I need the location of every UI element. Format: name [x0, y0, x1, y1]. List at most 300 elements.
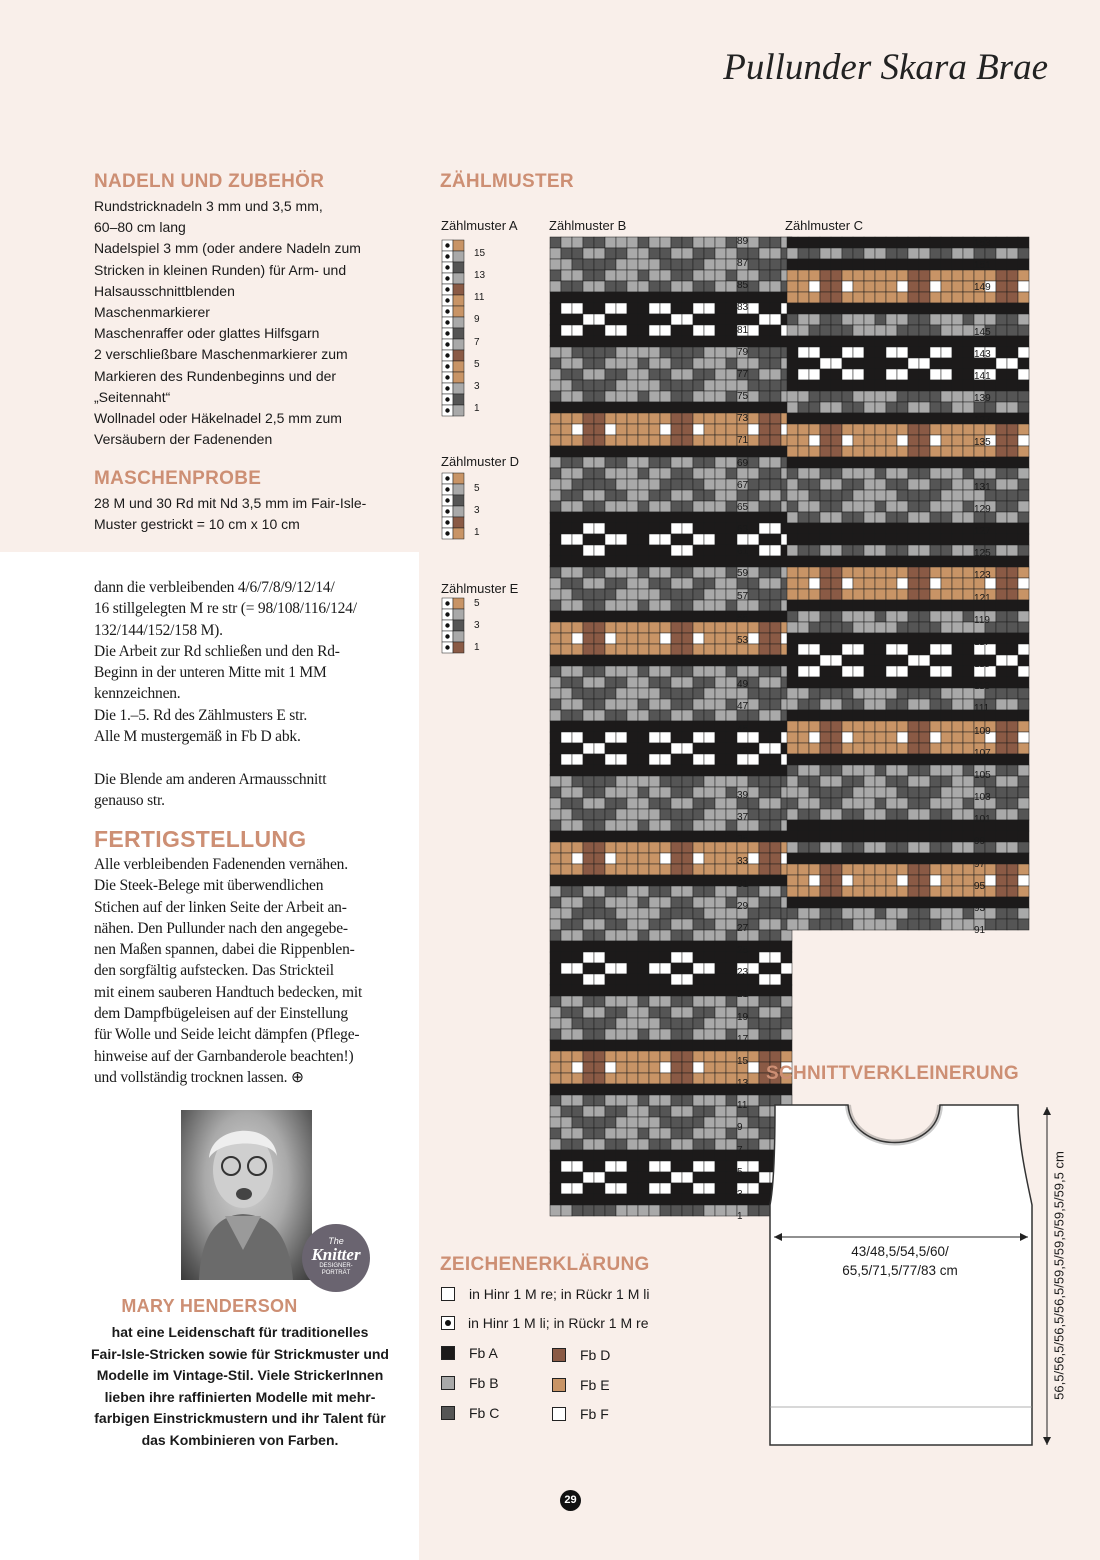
chart-b-stitch	[572, 369, 583, 380]
chart-b-stitch	[726, 1018, 737, 1029]
row-number: 73	[737, 413, 749, 425]
chart-b-stitch	[550, 446, 561, 457]
chart-b-stitch	[616, 1172, 627, 1183]
chart-b-stitch	[660, 622, 671, 633]
chart-c-stitch	[798, 314, 809, 325]
chart-c-stitch	[897, 732, 908, 743]
chart-c-stitch	[864, 809, 875, 820]
chart-b-stitch	[594, 1095, 605, 1106]
chart-b-stitch	[704, 1139, 715, 1150]
chart-b-stitch	[682, 1084, 693, 1095]
chart-b-stitch	[616, 479, 627, 490]
chart-c-stitch	[853, 534, 864, 545]
chart-b-stitch	[572, 281, 583, 292]
chart-c-stitch	[963, 809, 974, 820]
chart-b-stitch	[726, 391, 737, 402]
chart-b-stitch	[594, 446, 605, 457]
chart-b-stitch	[660, 941, 671, 952]
chart-b-stitch	[770, 897, 781, 908]
chart-b-stitch	[605, 600, 616, 611]
chart-c-stitch	[941, 710, 952, 721]
chart-b-stitch	[770, 743, 781, 754]
chart-b-stitch	[671, 941, 682, 952]
chart-b-stitch	[627, 468, 638, 479]
row-number: 77	[737, 368, 749, 380]
chart-c-stitch	[820, 842, 831, 853]
chart-b-stitch	[726, 919, 737, 930]
chart-b-stitch	[594, 347, 605, 358]
chart-c-stitch	[1018, 743, 1029, 754]
chart-c-stitch	[875, 523, 886, 534]
chart-b-stitch	[583, 820, 594, 831]
chart-b-stitch	[715, 721, 726, 732]
chart-b-stitch	[726, 358, 737, 369]
chart-b-stitch	[594, 688, 605, 699]
chart-b-stitch	[682, 897, 693, 908]
chart-b-stitch	[726, 303, 737, 314]
purl-dot	[445, 520, 449, 524]
chart-c-stitch	[919, 336, 930, 347]
chart-b-stitch	[660, 1139, 671, 1150]
heading-fertigstellung: FERTIGSTELLUNG	[94, 826, 307, 852]
chart-b-stitch	[704, 512, 715, 523]
chart-c-stitch	[787, 457, 798, 468]
chart-b-stitch	[715, 1106, 726, 1117]
chart-c-stitch	[941, 490, 952, 501]
chart-b-stitch	[594, 754, 605, 765]
chart-b-stitch	[770, 930, 781, 941]
chart-b-stitch	[605, 677, 616, 688]
chart-b-stitch	[660, 710, 671, 721]
chart-b-stitch	[715, 1018, 726, 1029]
chart-c-stitch	[820, 314, 831, 325]
chart-b-stitch	[638, 1051, 649, 1062]
badge-designer: DESIGNER-	[319, 1263, 353, 1269]
chart-b-stitch	[616, 325, 627, 336]
chart-c-stitch	[864, 875, 875, 886]
chart-b-stitch	[660, 644, 671, 655]
chart-c-stitch	[1007, 611, 1018, 622]
chart-b-stitch	[616, 974, 627, 985]
chart-b-stitch	[616, 567, 627, 578]
chart-b-stitch	[583, 512, 594, 523]
chart-c-stitch	[842, 501, 853, 512]
chart-b-stitch	[561, 853, 572, 864]
chart-c-stitch	[787, 820, 798, 831]
chart-b-stitch	[627, 523, 638, 534]
chart-b-stitch	[583, 314, 594, 325]
chart-c-stitch	[820, 589, 831, 600]
chart-b-stitch	[605, 897, 616, 908]
chart-c-stitch	[963, 820, 974, 831]
row-number: 29	[737, 900, 749, 912]
chart-b-stitch	[638, 380, 649, 391]
chart-c-stitch	[875, 534, 886, 545]
chart-b-stitch	[693, 347, 704, 358]
chart-b-stitch	[682, 743, 693, 754]
chart-b-stitch	[660, 776, 671, 787]
chart-b-stitch	[649, 1106, 660, 1117]
chart-c-stitch	[963, 908, 974, 919]
chart-c-stitch	[930, 468, 941, 479]
chart-c-stitch	[952, 908, 963, 919]
chart-c-stitch	[963, 336, 974, 347]
chart-b-stitch	[572, 1172, 583, 1183]
chart-b-stitch	[572, 303, 583, 314]
chart-c-stitch	[886, 501, 897, 512]
chart-c-stitch	[875, 666, 886, 677]
chart-c-stitch	[864, 633, 875, 644]
chart-b-stitch	[594, 413, 605, 424]
chart-b-stitch	[616, 281, 627, 292]
chart-b-stitch	[660, 600, 671, 611]
chart-b-stitch	[594, 1194, 605, 1205]
chart-c-stitch	[930, 391, 941, 402]
chart-b-stitch	[550, 325, 561, 336]
chart-c-stitch	[1018, 413, 1029, 424]
chart-b-stitch	[715, 567, 726, 578]
chart-c-stitch	[798, 512, 809, 523]
chart-b-stitch	[638, 556, 649, 567]
chart-b-stitch	[638, 402, 649, 413]
chart-b-stitch	[693, 1139, 704, 1150]
chart-c-stitch	[842, 435, 853, 446]
chart-b-stitch	[594, 303, 605, 314]
chart-c-stitch	[831, 600, 842, 611]
chart-c-stitch	[809, 589, 820, 600]
chart-b-stitch	[704, 435, 715, 446]
chart-b-stitch	[605, 633, 616, 644]
chart-b-stitch	[770, 963, 781, 974]
chart-b-stitch	[715, 1029, 726, 1040]
chart-b-stitch	[605, 831, 616, 842]
chart-a-stitch	[453, 306, 464, 317]
chart-b-stitch	[649, 710, 660, 721]
chart-b-stitch	[660, 765, 671, 776]
chart-c-stitch	[963, 897, 974, 908]
chart-b-stitch	[605, 281, 616, 292]
chart-c-stitch	[798, 424, 809, 435]
chart-c-stitch	[864, 897, 875, 908]
chart-b-stitch	[726, 820, 737, 831]
chart-b-stitch	[572, 358, 583, 369]
chart-c-stitch	[842, 248, 853, 259]
chart-b-stitch	[726, 523, 737, 534]
chart-c-stitch	[842, 633, 853, 644]
chart-b-stitch	[561, 292, 572, 303]
chart-c-stitch	[787, 479, 798, 490]
chart-b-stitch	[616, 732, 627, 743]
chart-b-stitch	[605, 1084, 616, 1095]
row-number: 91	[974, 925, 986, 936]
chart-b-stitch	[693, 787, 704, 798]
chart-b-stitch	[704, 1095, 715, 1106]
chart-b-stitch	[649, 413, 660, 424]
chart-c-stitch	[864, 369, 875, 380]
chart-b-stitch	[704, 809, 715, 820]
row-number: 1	[474, 403, 480, 414]
chart-b-stitch	[638, 974, 649, 985]
chart-b-stitch	[572, 435, 583, 446]
chart-c-stitch	[886, 831, 897, 842]
chart-c-stitch	[1018, 798, 1029, 809]
chart-c-stitch	[798, 248, 809, 259]
chart-c-stitch	[1018, 589, 1029, 600]
bio-line: farbigen Einstrickmustern und ihr Talent für	[94, 1410, 386, 1426]
chart-b-stitch	[715, 633, 726, 644]
chart-b-stitch	[594, 721, 605, 732]
chart-b-stitch	[660, 732, 671, 743]
chart-b-stitch	[638, 446, 649, 457]
chart-c-stitch	[963, 842, 974, 853]
chart-b-stitch	[671, 886, 682, 897]
chart-b-stitch	[715, 523, 726, 534]
chart-c-stitch	[820, 248, 831, 259]
chart-c-stitch	[897, 424, 908, 435]
chart-b-stitch	[561, 1194, 572, 1205]
chart-c-stitch	[798, 380, 809, 391]
chart-b-stitch	[627, 369, 638, 380]
chart-c-stitch	[886, 347, 897, 358]
chart-b-stitch	[627, 853, 638, 864]
chart-b-stitch	[572, 1128, 583, 1139]
chart-b-stitch	[550, 1128, 561, 1139]
chart-b-stitch	[693, 303, 704, 314]
chart-c-stitch	[831, 721, 842, 732]
chart-b-stitch	[715, 765, 726, 776]
chart-b-stitch	[704, 1205, 715, 1216]
chart-b-stitch	[671, 534, 682, 545]
chart-b-stitch	[594, 710, 605, 721]
chart-b-stitch	[693, 1194, 704, 1205]
chart-b-stitch	[550, 1139, 561, 1150]
chart-c-stitch	[809, 776, 820, 787]
chart-b-stitch	[715, 831, 726, 842]
chart-c-stitch	[886, 479, 897, 490]
chart-c-stitch	[853, 578, 864, 589]
chart-c-stitch	[831, 677, 842, 688]
chart-c-stitch	[1018, 380, 1029, 391]
chart-c-stitch	[831, 655, 842, 666]
chart-c-stitch	[787, 523, 798, 534]
chart-b-stitch	[561, 952, 572, 963]
row-number: 51	[737, 657, 749, 669]
chart-b-stitch	[671, 1018, 682, 1029]
chart-b-stitch	[660, 1172, 671, 1183]
chart-c-stitch	[820, 468, 831, 479]
chart-b-stitch	[550, 974, 561, 985]
chart-c-stitch	[820, 666, 831, 677]
chart-c-stitch	[897, 611, 908, 622]
chart-b-stitch	[770, 1040, 781, 1051]
chart-c-stitch	[952, 787, 963, 798]
chart-e-stitch	[453, 631, 464, 642]
chart-b-stitch	[550, 886, 561, 897]
chart-c-stitch	[798, 435, 809, 446]
chart-c-stitch	[886, 633, 897, 644]
chart-b-stitch	[671, 589, 682, 600]
chart-b-stitch	[550, 1095, 561, 1106]
chart-b-stitch	[583, 666, 594, 677]
chart-c-stitch	[809, 446, 820, 457]
chart-c-stitch	[875, 237, 886, 248]
chart-c-stitch	[798, 281, 809, 292]
chart-b-stitch	[627, 930, 638, 941]
chart-b-stitch	[671, 402, 682, 413]
chart-c-stitch	[908, 237, 919, 248]
chart-b-stitch	[561, 1084, 572, 1095]
chart-c-stitch	[853, 677, 864, 688]
chart-b-stitch	[671, 930, 682, 941]
chart-b-stitch	[682, 985, 693, 996]
chart-b-stitch	[627, 864, 638, 875]
chart-c-stitch	[930, 864, 941, 875]
chart-b-stitch	[605, 523, 616, 534]
chart-c-stitch	[963, 292, 974, 303]
nadeln-line: „Seitennaht“	[94, 388, 171, 405]
chart-b-stitch	[605, 655, 616, 666]
chart-c-stitch	[809, 787, 820, 798]
chart-c-stitch	[941, 798, 952, 809]
chart-b-stitch	[605, 512, 616, 523]
chart-c-stitch	[941, 556, 952, 567]
chart-b-stitch	[682, 864, 693, 875]
chart-c-stitch	[875, 732, 886, 743]
chart-b-stitch	[693, 974, 704, 985]
chart-c-stitch	[1018, 358, 1029, 369]
chart-c-stitch	[1007, 578, 1018, 589]
chart-c-stitch	[908, 897, 919, 908]
chart-b-stitch	[616, 644, 627, 655]
chart-c-stitch	[831, 402, 842, 413]
chart-c-stitch	[809, 754, 820, 765]
chart-b-stitch	[550, 1040, 561, 1051]
chart-c-stitch	[952, 446, 963, 457]
chart-b-stitch	[704, 996, 715, 1007]
chart-c-stitch	[787, 358, 798, 369]
chart-c-stitch	[798, 534, 809, 545]
chart-b-stitch	[550, 369, 561, 380]
chart-b-stitch	[561, 831, 572, 842]
chart-b-stitch	[693, 534, 704, 545]
chart-b-stitch	[627, 578, 638, 589]
chart-b-stitch	[594, 468, 605, 479]
fertig-line: dem Dampfbügeleisen auf der Einstellung	[94, 1005, 348, 1023]
chart-b-stitch	[682, 314, 693, 325]
chart-c-stitch	[963, 325, 974, 336]
chart-b-stitch	[671, 798, 682, 809]
chart-b-stitch	[682, 611, 693, 622]
chart-b-stitch	[693, 1062, 704, 1073]
chart-b-stitch	[638, 468, 649, 479]
chart-b-stitch	[638, 303, 649, 314]
chart-b-stitch	[561, 941, 572, 952]
chart-b-stitch	[660, 798, 671, 809]
chart-c-stitch	[787, 270, 798, 281]
chart-c-stitch	[941, 281, 952, 292]
chart-b-stitch	[649, 1029, 660, 1040]
chart-c-stitch	[798, 336, 809, 347]
chart-c-stitch	[820, 578, 831, 589]
chart-c-stitch	[875, 842, 886, 853]
chart-b-stitch	[605, 314, 616, 325]
row-number: 111	[974, 703, 990, 715]
chart-b-stitch	[682, 1062, 693, 1073]
chart-b-stitch	[660, 490, 671, 501]
chart-c-stitch	[919, 853, 930, 864]
chart-b-stitch	[726, 534, 737, 545]
chart-b-stitch	[627, 985, 638, 996]
chart-c-stitch	[941, 369, 952, 380]
chart-b-stitch	[660, 952, 671, 963]
chart-c-stitch	[1018, 391, 1029, 402]
chart-c-stitch	[897, 501, 908, 512]
chart-b-stitch	[550, 1106, 561, 1117]
chart-b-stitch	[550, 963, 561, 974]
chart-c-stitch	[853, 798, 864, 809]
chart-b-stitch	[682, 930, 693, 941]
chart-c-stitch	[842, 611, 853, 622]
chart-b-stitch	[682, 292, 693, 303]
chart-c-stitch	[809, 765, 820, 776]
chart-b-stitch	[561, 490, 572, 501]
chart-c-stitch	[831, 435, 842, 446]
chart-c-stitch	[930, 556, 941, 567]
chart-b-stitch	[693, 281, 704, 292]
chart-c-stitch	[886, 325, 897, 336]
chart-b-stitch	[693, 1183, 704, 1194]
legend-fb-b-label: Fb B	[469, 1375, 499, 1391]
chart-c-stitch	[941, 589, 952, 600]
chart-c-stitch	[842, 556, 853, 567]
chart-c-stitch	[842, 721, 853, 732]
chart-b-stitch	[649, 600, 660, 611]
chart-c-stitch	[930, 600, 941, 611]
chart-c-stitch	[853, 347, 864, 358]
chart-c-stitch	[1018, 864, 1029, 875]
chart-b-stitch	[770, 842, 781, 853]
chart-b-stitch	[715, 974, 726, 985]
chart-c-stitch	[831, 468, 842, 479]
chart-b-stitch	[693, 1205, 704, 1216]
chart-c-stitch	[842, 820, 853, 831]
chart-b-stitch	[550, 1062, 561, 1073]
chart-c-stitch	[1018, 875, 1029, 886]
chart-c-stitch	[1007, 831, 1018, 842]
chart-c-stitch	[820, 380, 831, 391]
chart-b-stitch	[649, 1084, 660, 1095]
chart-c-stitch	[886, 424, 897, 435]
chart-b-stitch	[693, 732, 704, 743]
chart-b-stitch	[726, 732, 737, 743]
chart-b-stitch	[704, 248, 715, 259]
chart-b-stitch	[616, 1139, 627, 1150]
chart-c-stitch	[919, 435, 930, 446]
chart-b-stitch	[583, 1150, 594, 1161]
chart-b-stitch	[627, 1172, 638, 1183]
chart-b-stitch	[682, 391, 693, 402]
chart-c-stitch	[897, 391, 908, 402]
chart-b-stitch	[671, 1106, 682, 1117]
chart-b-stitch	[616, 1095, 627, 1106]
chart-c-stitch	[853, 754, 864, 765]
chart-b-stitch	[671, 875, 682, 886]
chart-c-stitch	[831, 820, 842, 831]
chart-c-stitch	[1007, 567, 1018, 578]
chart-c-stitch	[853, 435, 864, 446]
chart-c-stitch	[787, 259, 798, 270]
badge-the: The	[328, 1236, 344, 1246]
